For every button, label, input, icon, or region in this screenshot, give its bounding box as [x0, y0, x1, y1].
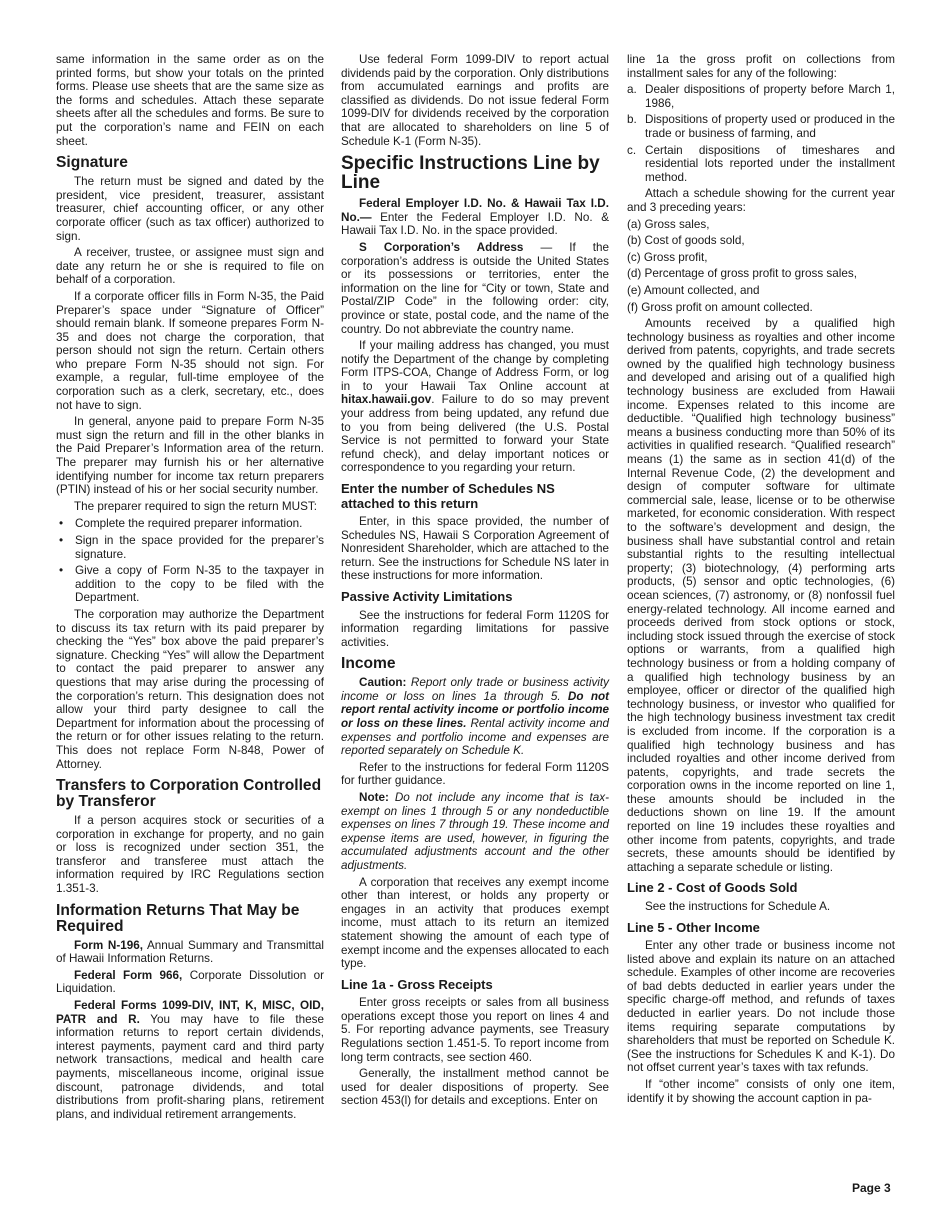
heading-passive-activity: Passive Activity Limitations: [341, 589, 513, 604]
paragraph-signature-1: The return must be signed and dated by the president, vice president, treasurer, assistant treasurer, chief accounting officer, or any other corporate officer (such as tax officer) authorized to sign.: [56, 175, 324, 243]
text-form-966: Corporate Dissolution or Liquidation.: [56, 968, 324, 996]
heading-line-2: Line 2 - Cost of Goods Sold: [627, 880, 798, 896]
list-text: Certain dispositions of timeshares and residential lots reported under the installment method.: [645, 143, 895, 184]
paragraph-transfers: If a person acquires stock or securities of a corporation in exchange for property, and no gain or loss is recognized under section 351, the transferor and transferee must attach the information required by IRC Regulations section 1.351-3.: [56, 814, 324, 896]
text-address: — If the corporation’s address is outside the United States or its possessions or territories, enter the information on the line for “City or town, State and Postal/ZIP Code” in the following order: city, province or state, postal code, and the name of the country. Do not abbreviate the country name.: [341, 240, 610, 336]
list-item: [627, 113, 895, 140]
label-caution: Caution:: [359, 676, 407, 690]
label-form-966: Federal Form 966,: [74, 968, 183, 982]
heading-information-returns: Information Returns That May be Required: [56, 901, 300, 935]
label-note: Note:: [359, 791, 389, 805]
list-item: • Complete the required preparer information.: [56, 517, 324, 531]
paragraph-fein: [341, 197, 609, 238]
list-item: • Give a copy of Form N-35 to the taxpayer in addition to the copy to be filed with the Department.: [56, 564, 324, 605]
paragraph-other-income: If “other income” consists of only one item, identify it by showing the account caption in pa-: [627, 1077, 895, 1105]
heading-schedules-ns: Enter the number of Schedules NS attached to this return: [341, 481, 555, 511]
schedule-items-list: [627, 218, 895, 315]
paragraph-form-n196: [56, 939, 324, 966]
list-item: (f) Gross profit on amount collected.: [627, 300, 813, 314]
heading-signature: Signature: [56, 154, 128, 172]
list-item: • Sign in the space provided for the preparer’s signature.: [56, 534, 324, 561]
paragraph-forms-1099: [56, 999, 324, 1121]
list-item: (d) Percentage of gross profit to gross sales,: [627, 267, 857, 281]
paragraph-signature-3: If a corporate officer fills in Form N-35, the Paid Preparer’s space under “Signature of Officer” should remain blank. If someone prepares Form N-35 and does not charge the corporation, that person should not sign the return. Certain others who prepare Form N-35 should not sign. For example, a regular, full-time employee of the corporation such as a clerk, secretary, etc., does not have to sign.: [56, 289, 324, 412]
label-form-n196: Form N-196,: [74, 938, 143, 952]
paragraph-line-5: Enter any other trade or business income not listed above and explain its nature on an attached schedule. Examples of other income are recoveries of bad debts deducted in earlier years under the specific charge-off method, and refunds of taxes deducted in earlier years. Do not include those items requiring separate computations by shareholders that must be reported on Schedule K. (See the instructions for Schedules K and K-1). Do not offset current year’s taxes with tax refunds.: [627, 939, 895, 1075]
paragraph-schedules-ns: Enter, in this space provided, the number of Schedules NS, Hawaii S Corporation Agreement of Nonresident Shareholder, which are attached to the return. See the instructions for Schedule NS later in these instructions for more information.: [341, 515, 609, 583]
heading-transfers: Transfers to Corporation Controlled by Transferor: [56, 777, 322, 811]
list-item: (c) Gross profit,: [627, 250, 708, 264]
paragraph-line-1a: Enter gross receipts or sales from all business operations except those you report on lines 4 and 5. For reporting advance payments, see Treasury Regulations section 1.451-5. To report income from long term contracts, see section 460.: [341, 996, 609, 1064]
paragraph-signature-5: The preparer required to sign the return MUST:: [74, 499, 317, 513]
list-marker: c.: [627, 143, 637, 157]
text-note: Do not include any income that is tax-exempt on lines 1 through 5 or any nondeductible expenses on lines 7 through 19. These income and expense items are used, however, in figuring the accumulated adjustments account and the other adjustments.: [341, 791, 609, 872]
heading-line-5: Line 5 - Other Income: [627, 919, 760, 935]
list-marker: a.: [627, 83, 637, 97]
label-address: S Corporation’s Address: [359, 240, 524, 254]
paragraph-signature-4: In general, anyone paid to prepare Form N-35 must sign the return and fill in the other blanks in the Paid Preparer’s Information area of the return. The preparer may furnish his or her alternative identifying number for income tax return preparers (PTIN) instead of his or her social security number.: [56, 415, 324, 497]
list-item: [627, 144, 895, 185]
label-forms-1099: Federal Forms 1099-DIV, INT, K, MISC, OID, PATR and R.: [56, 999, 324, 1026]
text-caution-emphasis: Do not report rental activity income or portfolio income or loss on these lines.: [341, 689, 609, 731]
list-text: Dispositions of property used or produced in the trade or business of farming, and: [645, 113, 895, 140]
list-text: Dealer dispositions of property before March 1, 1986,: [645, 83, 895, 110]
paragraph-attach-schedule: Attach a schedule showing for the current year and 3 preceding years:: [627, 187, 895, 214]
paragraph-mailing: [341, 339, 609, 475]
heading-line-1a: Line 1a - Gross Receipts: [341, 976, 493, 992]
paragraph-high-technology: Amounts received by a qualified high technology business as royalties and other income derived from patents, copyrights, and trade secrets owned by the qualified high technology business and developed and arising out of a qualified high technology business are excluded from Hawaii income. Expenses related to this income are deductible. “Qualified high technology business” means a business conducting more than 50% of its activities in qualified research. “Qualified research” means (1) the same as in section 41(d) of the Internal Revenue Code, (2) the development and design of computer software for ultimate commercial sale, lease, license or to be otherwise marketed, for economic consideration. With respect to the software’s development and design, the business shall have substantial control and retain substantial rights to the resulting intellectual property; (3) biotechnology, (4) performing arts products, (5) sensor and optic technologies, (6) ocean sciences, (7) astronomy, or (8) nonfossil fuel energy-related technology. All income earned and proceeds derived from stock options or stock, including stock issued through the exercise of stock options or warrants, from a qualified high technology business or from a holding company of a qualified high technology business by an employee, officer or director of the qualified high technology business, or investor who qualified for the high technology business investment tax credit is excluded from income. If the corporation is a qualified high technology business and has included royalties and other income derived from patents, copyrights, and trade secrets the corporation owns in the income reported on line 1, these amounts should be included in the deductions shown on line 19. If the amount reported on line 19 includes these royalties and other income from patents, copyrights, and trade secrets, these amounts should be identified by attaching a separate schedule or listing.: [627, 317, 895, 874]
paragraph-exempt-income: A corporation that receives any exempt income other than interest, or holds any property or engages in an activity that produces exempt income, must attach to its return an itemized statement showing the amount of each type of exempt income and the expenses allocated to each type.: [341, 875, 609, 971]
text-mailing-1: If your mailing address has changed, you must notify the Department of the change by completing Form ITPS-COA, Change of Address Form, or log in to your Hawaii Tax Online account at: [341, 339, 609, 393]
paragraph-form-966: [56, 969, 324, 996]
column-right: [627, 53, 895, 1105]
paragraph-intro: same information in the same order as on the printed forms, but show your totals on the printed forms. Please use sheets that are the same size as the forms and schedules. Attach these separate sheets after all the schedules and forms. Be sure to put the corporation’s name and FEIN on each sheet.: [56, 53, 324, 148]
installment-sales-list: [627, 83, 895, 184]
text-forms-1099: You may have to file these information returns to report certain dividends, interest payments, payment card and third party network transactions, medical and health care payments, miscellaneous income, original issue discount, patronage dividends, and total distributions from profit-sharing plans, retirement plans, and individual retirement arrangements.: [56, 1012, 324, 1121]
label-fein: Federal Employer I.D. No. & Hawaii Tax I.D. No.—: [341, 197, 609, 224]
text-mailing-2: . Failure to do so may prevent your address from being updated, any refund due to you from being delivered (the U.S. Postal Service is not permitted to forward your State refund check), and delay important notices or correspondence to you regarding your return.: [341, 393, 609, 475]
text-fein: Enter the Federal Employer I.D. No. & Hawaii Tax I.D. No. in the space provided.: [341, 210, 609, 238]
paragraph-caution: [341, 676, 609, 758]
page-number: Page 3: [852, 1181, 891, 1195]
paragraph-signature-6: The corporation may authorize the Department to discuss its tax return with its paid preparer by checking the “Yes” box above the paid preparer’s signature. Checking “Yes” will allow the Department to contact the paid preparer to answer any questions that may arise during the processing of the corporation’s return. This designation does not allow your third party designee to call the Department for information about the processing of the return or for other issues relating to the return. This does not replace Form N-848, Power of Attorney.: [56, 607, 324, 771]
column-left: [56, 53, 324, 1121]
paragraph-line-2: See the instructions for Schedule A.: [645, 899, 831, 913]
paragraph-passive-activity: See the instructions for federal Form 1120S for information regarding limitations for passive activities.: [341, 608, 609, 649]
heading-specific-instructions: Specific Instructions Line by Line: [341, 153, 600, 194]
paragraph-refer: Refer to the instructions for federal Form 1120S for further guidance.: [341, 760, 609, 788]
paragraph-continued: line 1a the gross profit on collections from installment sales for any of the following:: [627, 53, 895, 80]
paragraph-installment: Generally, the installment method cannot be used for dealer dispositions of property. See section 453(l) for details and exceptions. Enter on: [341, 1067, 609, 1108]
paragraph-1099-div: Use federal Form 1099-DIV to report actual dividends paid by the corporation. Only distributions from accumulated earnings and profits are classified as dividends. Do not issue federal Form 1099-DIV for dividends received by the corporation that are allocated to shareholders on line 5 of Schedule K-1 (Form N-35).: [341, 53, 609, 148]
paragraph-address: [341, 241, 609, 336]
list-item: (e) Amount collected, and: [627, 283, 760, 297]
list-item: (b) Cost of goods sold,: [627, 234, 745, 248]
paragraph-note: [341, 791, 609, 873]
paragraph-signature-2: A receiver, trustee, or assignee must sign and date any return he or she is required to file on behalf of a corporation.: [56, 246, 324, 287]
text-form-n196: Annual Summary and Transmittal of Hawaii Information Returns.: [56, 938, 324, 966]
text-caution-1: Report only trade or business activity income or loss on lines 1a through 5.: [341, 676, 609, 703]
preparer-requirements-list: [56, 517, 324, 605]
website-link[interactable]: hitax.hawaii.gov: [341, 393, 432, 407]
text-caution-2: Rental activity income and expenses and portfolio income and expenses are reported separately on Schedule K.: [341, 717, 609, 758]
list-item: (a) Gross sales,: [627, 217, 710, 231]
list-item: [627, 83, 895, 110]
heading-income: Income: [341, 655, 396, 673]
column-middle: [341, 53, 609, 1108]
list-marker: b.: [627, 113, 637, 127]
